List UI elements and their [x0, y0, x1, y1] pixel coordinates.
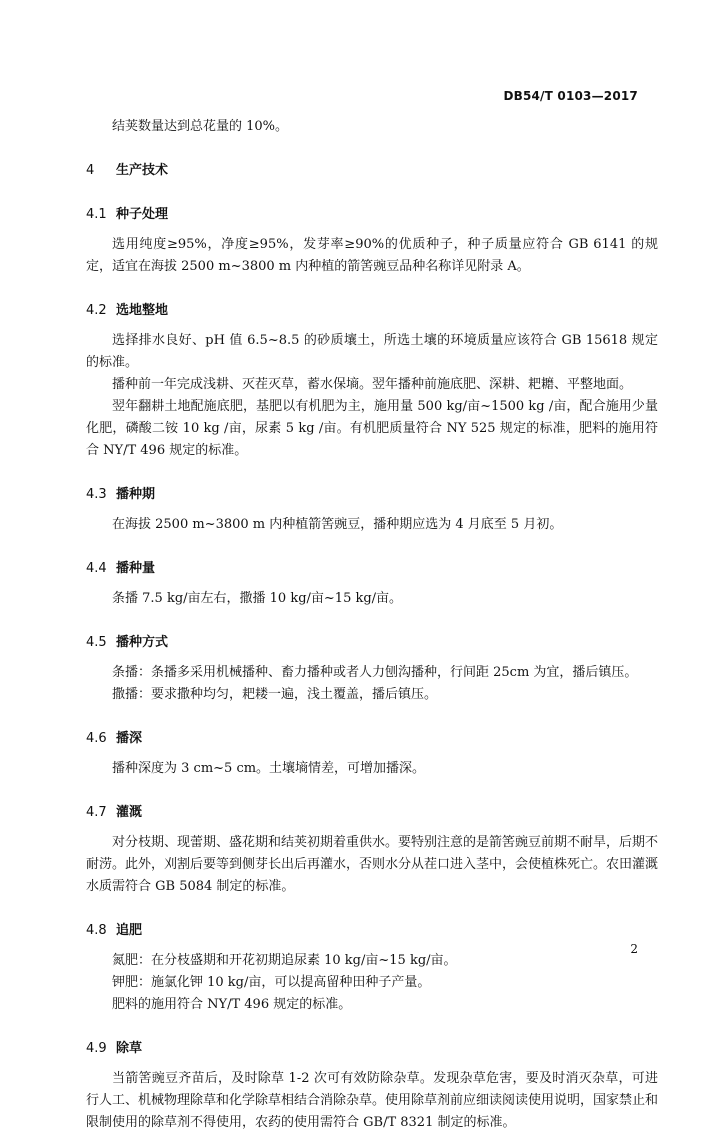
section-paragraph: 撒播：要求撒种均匀，耙耧一遍，浅土覆盖，播后镇压。 [112, 687, 438, 702]
section-number: 4.9 [86, 1041, 107, 1056]
section-paragraph: 当箭筈豌豆齐苗后，及时除草 1-2 次可有效防除杂草。发现杂草危害，要及时消灭杂草，可进行人工、机械物理除草和化学除草相结合消除杂草。使用除草剂前应细读阅读使用说明，国家禁止和限制使用的除草剂不得使用，农药的使用需符合 GB/T 8321 制定的标准。 [86, 1071, 659, 1130]
section-title: 选地整地 [116, 303, 169, 318]
section-paragraph: 播种深度为 3 cm~5 cm。土壤墒情差，可增加播深。 [112, 761, 426, 776]
document-code: DB54/T 0103—2017 [503, 89, 638, 103]
page-number: 2 [630, 942, 638, 956]
section-paragraph: 在海拔 2500 m~3800 m 内种植箭筈豌豆，播种期应选为 4 月底至 5 月初。 [112, 517, 563, 532]
section-heading [86, 558, 658, 580]
section-paragraph: 选用纯度≥95%，净度≥95%，发芽率≥90%的优质种子，种子质量应符合 GB 6141 的规定，适宜在海拔 2500 m~3800 m 内种植的箭筈豌豆品种名称详见附录 A。 [86, 237, 658, 274]
section-heading [86, 920, 658, 942]
section-heading [86, 802, 658, 824]
chapter-heading [86, 160, 658, 182]
section-paragraph: 条播：条播多采用机械播种、畜力播种或者人力刨沟播种，行间距 25cm 为宜，播后镇压。 [112, 665, 638, 680]
section-paragraph: 播种前一年完成浅耕、灭茬灭草，蓄水保墒。翌年播种前施底肥、深耕、耙耱、平整地面。 [112, 377, 633, 392]
chapter-title: 生产技术 [116, 163, 169, 178]
section-number: 4.5 [86, 635, 107, 650]
section-paragraph: 氮肥：在分枝盛期和开花初期追尿素 10 kg/亩~15 kg/亩。 [112, 953, 457, 968]
section-number: 4.4 [86, 561, 107, 576]
section-paragraph: 选择排水良好、pH 值 6.5~8.5 的砂质壤土，所选土壤的环境质量应该符合 GB 15618 规定的标准。 [86, 333, 658, 370]
section-title: 灌溉 [116, 805, 143, 820]
section-number: 4.7 [86, 805, 107, 820]
section-paragraph: 肥料的施用符合 NY/T 496 规定的标准。 [112, 997, 352, 1012]
section-title: 播深 [116, 731, 143, 746]
sections-container [86, 182, 658, 1134]
section-heading [86, 632, 658, 654]
chapter-number: 4 [86, 163, 95, 178]
section-title: 播种期 [116, 487, 156, 502]
section-number: 4.6 [86, 731, 107, 746]
section-title: 除草 [116, 1041, 143, 1056]
section-number: 4.2 [86, 303, 107, 318]
section-number: 4.3 [86, 487, 107, 502]
section-heading [86, 484, 658, 506]
page-content [86, 116, 658, 1134]
section-heading [86, 204, 658, 226]
section-paragraph: 条播 7.5 kg/亩左右，撒播 10 kg/亩~15 kg/亩。 [112, 591, 403, 606]
section-title: 播种量 [116, 561, 156, 576]
section-paragraph: 对分枝期、现蕾期、盛花期和结荚初期着重供水。要特别注意的是箭筈豌豆前期不耐旱，后期不耐涝。此外，刈割后要等到侧芽长出后再灌水，否则水分从茬口进入茎中，会使植株死亡。农田灌溉水质需符合 GB 5084 制定的标准。 [86, 835, 659, 894]
section-title: 种子处理 [116, 207, 169, 222]
section-heading [86, 728, 658, 750]
section-number: 4.1 [86, 207, 107, 222]
section-number: 4.8 [86, 923, 107, 938]
section-title: 播种方式 [116, 635, 169, 650]
section-title: 追肥 [116, 923, 143, 938]
section-heading [86, 300, 658, 322]
continuation-text: 结荚数量达到总花量的 10%。 [112, 119, 289, 134]
section-paragraph: 钾肥：施氯化钾 10 kg/亩，可以提高留种田种子产量。 [112, 975, 431, 990]
section-paragraph: 翌年翻耕土地配施底肥，基肥以有机肥为主，施用量 500 kg/亩~1500 kg /亩，配合施用少量化肥，磷酸二铵 10 kg /亩，尿素 5 kg /亩。有机肥质量符合 NY 525 规定的标准，肥料的施用符合 NY/T 496 规定的标准。 [86, 399, 658, 458]
section-heading [86, 1038, 658, 1060]
